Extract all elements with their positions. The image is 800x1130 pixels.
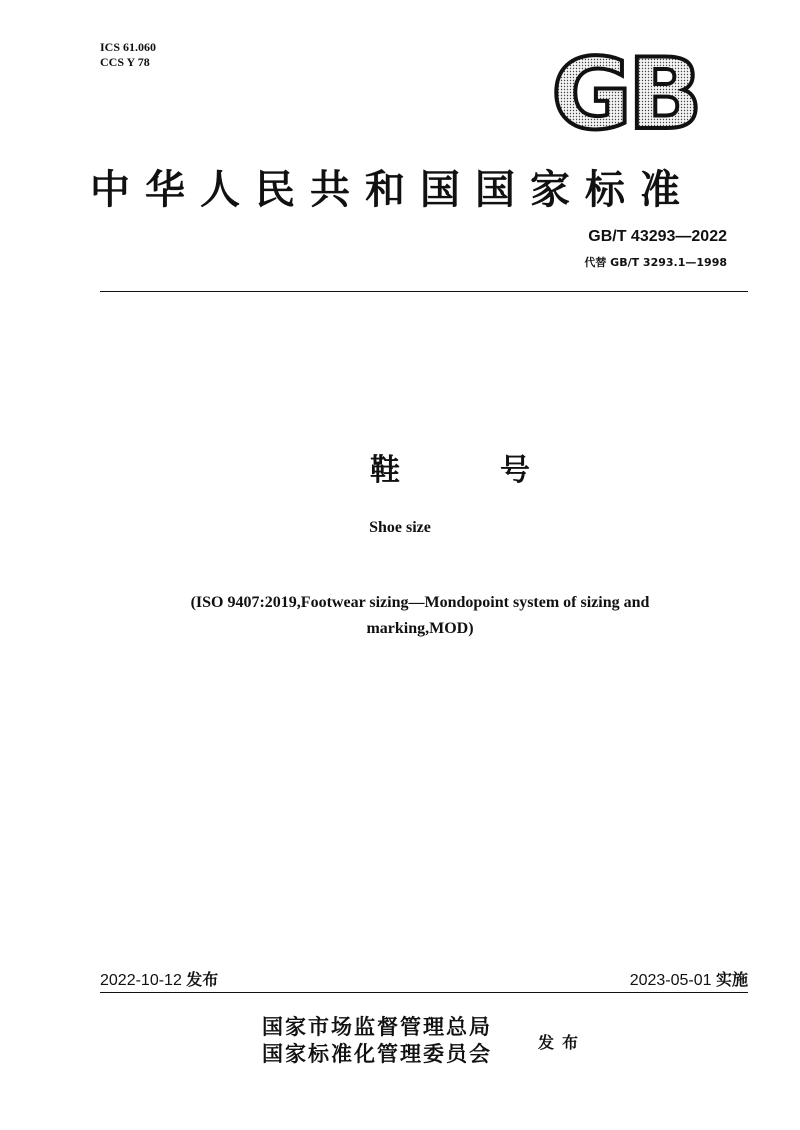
gb-logo (545, 46, 705, 136)
issue-date-label: 发布 (186, 970, 219, 989)
issuer-sac: 国家标准化管理委员会 (262, 1041, 492, 1066)
english-title: Shoe size (369, 519, 431, 536)
replaces-line (584, 254, 727, 270)
issue-date (100, 967, 218, 990)
standard-number: GB/T 43293—2022 (588, 228, 727, 245)
effective-date (630, 967, 748, 990)
issuing-authorities (262, 1013, 492, 1067)
issuer-samr: 国家市场监督管理总局 (262, 1014, 492, 1039)
iso-reference-line2: marking,MOD) (366, 620, 474, 637)
iso-reference-line1: (ISO 9407:2019,Footwear sizing—Mondopoint system of sizing and (190, 594, 650, 611)
publish-label: 发布 (538, 1033, 587, 1052)
gb-logo-text: GB (551, 46, 699, 136)
replaces-number: GB/T 3293.1—1998 (610, 256, 727, 269)
effective-date-value: 2023-05-01 (629, 972, 712, 989)
iso-reference (140, 590, 700, 642)
classification-codes (100, 40, 156, 70)
ccs-code: CCS Y 78 (100, 55, 150, 69)
effective-date-label: 实施 (715, 970, 748, 989)
chinese-title: 鞋号 (370, 453, 630, 488)
issue-date-value: 2022-10-12 (100, 972, 182, 989)
footer-divider (100, 992, 748, 993)
header-divider (100, 291, 748, 292)
replaces-label: 代替 (584, 256, 607, 269)
ics-code: ICS 61.060 (100, 40, 157, 54)
national-standard-title: 中华人民共和国国家标准 (90, 166, 695, 213)
